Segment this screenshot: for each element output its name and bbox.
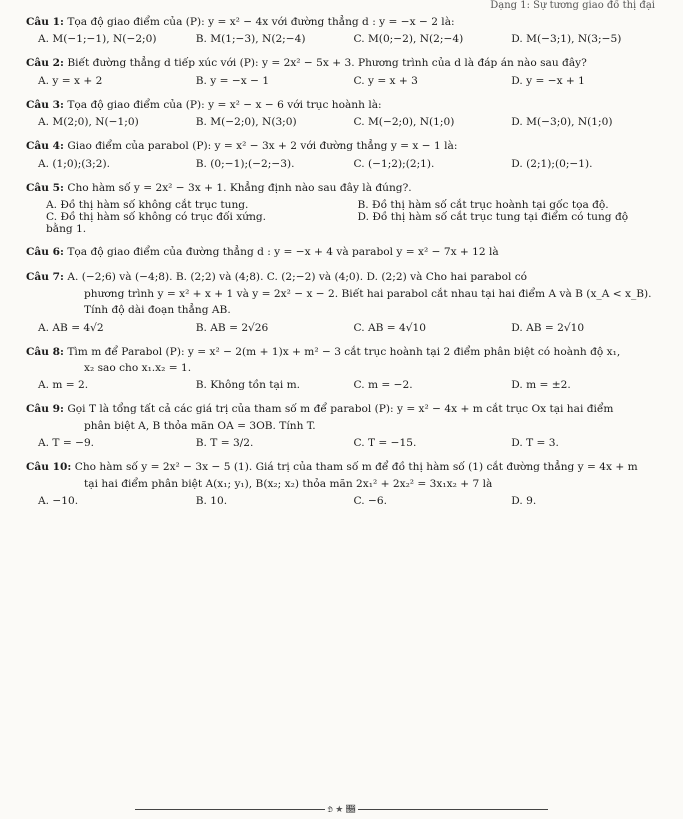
- question-text-line-2: tại hai điểm phân biệt A(x₁; y₁), B(x₂; x₂) thỏa mãn 2x₁² + 2x₂² = 3x₁x₂ + 7 là: [84, 477, 493, 490]
- option-c: C. (−1;2);(2;1).: [353, 157, 435, 170]
- page-header: Dạng 1: Sự tương giao đồ thị đại: [490, 0, 655, 11]
- option-c: C. −6.: [353, 495, 387, 508]
- question-text: Tọa độ giao điểm của (P): y = x² − 4x với đường thẳng d : y = −x − 2 là:: [67, 16, 455, 28]
- option-d: D. m = ±2.: [511, 379, 571, 392]
- question-label: Câu 9:: [26, 403, 64, 416]
- question-text: Biết đường thẳng d tiếp xúc với (P): y = 2x² − 5x + 3. Phương trình của d là đáp án nào sau đây?: [67, 57, 587, 70]
- question-label: Câu 10:: [26, 461, 72, 474]
- question-label: Câu 1:: [26, 16, 64, 28]
- question-label: Câu 3:: [26, 98, 64, 111]
- question-6: [26, 244, 669, 260]
- question-10: [26, 459, 669, 507]
- option-a: A. M(2;0), N(−1;0): [38, 116, 139, 129]
- option-d: D. 9.: [511, 495, 537, 508]
- question-text-line-3: Tính độ dài đoạn thẳng AB.: [84, 304, 231, 317]
- option-c: C. M(0;−2), N(2;−4): [353, 33, 464, 46]
- question-5: [26, 180, 669, 235]
- option-b: B. 10.: [195, 495, 228, 508]
- option-a: A. T = −9.: [38, 437, 95, 450]
- option-b: B. (0;−1);(−2;−3).: [195, 157, 295, 170]
- option-a: A. −10.: [38, 495, 79, 508]
- option-a: A. (1;0);(3;2).: [38, 157, 110, 170]
- question-4: [26, 138, 669, 169]
- option-a: A. m = 2.: [38, 379, 89, 392]
- option-d: D. Đồ thị hàm số cắt trục tung tại điểm có tung độ: [357, 211, 629, 224]
- option-c: C. y = x + 3: [353, 74, 418, 87]
- question-3: [26, 97, 669, 128]
- question-text: Tìm m để Parabol (P): y = x² − 2(m + 1)x + m² − 3 cắt trục hoành tại 2 điểm phân biệt có hoành độ x₁,: [67, 345, 621, 358]
- question-text: Cho hàm số y = 2x² − 3x + 1. Khẳng định nào sau đây là đúng?.: [67, 181, 412, 194]
- question-label: Câu 6:: [26, 246, 64, 259]
- option-d-tail: bằng 1.: [46, 223, 87, 236]
- question-sheet: [26, 14, 669, 517]
- option-b: B. Không tồn tại m.: [195, 379, 301, 392]
- option-b: B. M(−2;0), N(3;0): [195, 116, 297, 129]
- question-text-line-2: phân biệt A, B thỏa mãn OA = 3OB. Tính T.: [84, 419, 316, 432]
- question-2: [26, 55, 669, 86]
- divider-line-right: [358, 809, 548, 810]
- question-text: A. (−2;6) và (−4;8). B. (2;2) và (4;8). C. (2;−2) và (4;0). D. (2;2) và Cho hai parabol có: [67, 271, 528, 284]
- question-text-line-2: phương trình y = x² + x + 1 và y = 2x² − x − 2. Biết hai parabol cắt nhau tại hai điểm A và B (x_A < x_B).: [84, 287, 652, 300]
- option-c: C. AB = 4√10: [353, 321, 426, 334]
- question-text: Tọa độ giao điểm của đường thẳng d : y = −x + 4 và parabol y = x² − 7x + 12 là: [67, 246, 499, 259]
- option-c: C. M(−2;0), N(1;0): [353, 116, 455, 129]
- question-label: Câu 4:: [26, 140, 64, 153]
- question-label: Câu 2:: [26, 57, 64, 70]
- option-c: C. m = −2.: [353, 379, 413, 392]
- question-1: [26, 14, 669, 45]
- question-text: Cho hàm số y = 2x² − 3x − 5 (1). Giá trị của tham số m để đồ thị hàm số (1) cắt đường thẳng y = 4x + m: [74, 461, 638, 474]
- question-text-line-2: x₂ sao cho x₁.x₂ = 1.: [84, 362, 192, 375]
- footer-divider: [0, 805, 683, 815]
- question-8: [26, 344, 669, 392]
- question-label: Câu 5:: [26, 181, 64, 194]
- option-a: A. M(−1;−1), N(−2;0): [38, 33, 157, 46]
- option-b: B. y = −x − 1: [195, 74, 270, 87]
- option-d: D. M(−3;1), N(3;−5): [511, 33, 622, 46]
- option-a: A. Đồ thị hàm số không cắt trục tung.: [46, 199, 249, 212]
- question-text: Tọa độ giao điểm của (P): y = x² − x − 6 với trục hoành là:: [67, 98, 382, 111]
- question-label: Câu 7:: [26, 271, 64, 284]
- question-text: Giao điểm của parabol (P): y = x² − 3x + 2 với đường thẳng y = x − 1 là:: [67, 140, 458, 153]
- option-b: B. T = 3/2.: [195, 437, 254, 450]
- option-c: C. T = −15.: [353, 437, 417, 450]
- option-a: A. y = x + 2: [38, 74, 103, 87]
- option-b: B. Đồ thị hàm số cắt trục hoành tại gốc tọa độ.: [357, 199, 609, 212]
- option-d: D. (2;1);(0;−1).: [511, 157, 593, 170]
- footer-ornament: 𝔇 ★ 𝔆: [327, 805, 356, 815]
- option-d: D. T = 3.: [511, 437, 559, 450]
- option-b: B. M(1;−3), N(2;−4): [195, 33, 306, 46]
- question-9: [26, 401, 669, 449]
- option-a: A. AB = 4√2: [38, 321, 104, 334]
- option-d: D. AB = 2√10: [511, 321, 585, 334]
- question-label: Câu 8:: [26, 345, 64, 358]
- divider-line-left: [135, 809, 325, 810]
- option-d: D. M(−3;0), N(1;0): [511, 116, 613, 129]
- question-text: Gọi T là tổng tất cả các giá trị của tham số m để parabol (P): y = x² − 4x + m cắt trục Ox tại hai điểm: [67, 403, 614, 416]
- option-b: B. AB = 2√26: [195, 321, 269, 334]
- option-c: C. Đồ thị hàm số không có trục đối xứng.: [46, 211, 267, 224]
- option-d: D. y = −x + 1: [511, 74, 585, 87]
- question-7: [26, 269, 669, 333]
